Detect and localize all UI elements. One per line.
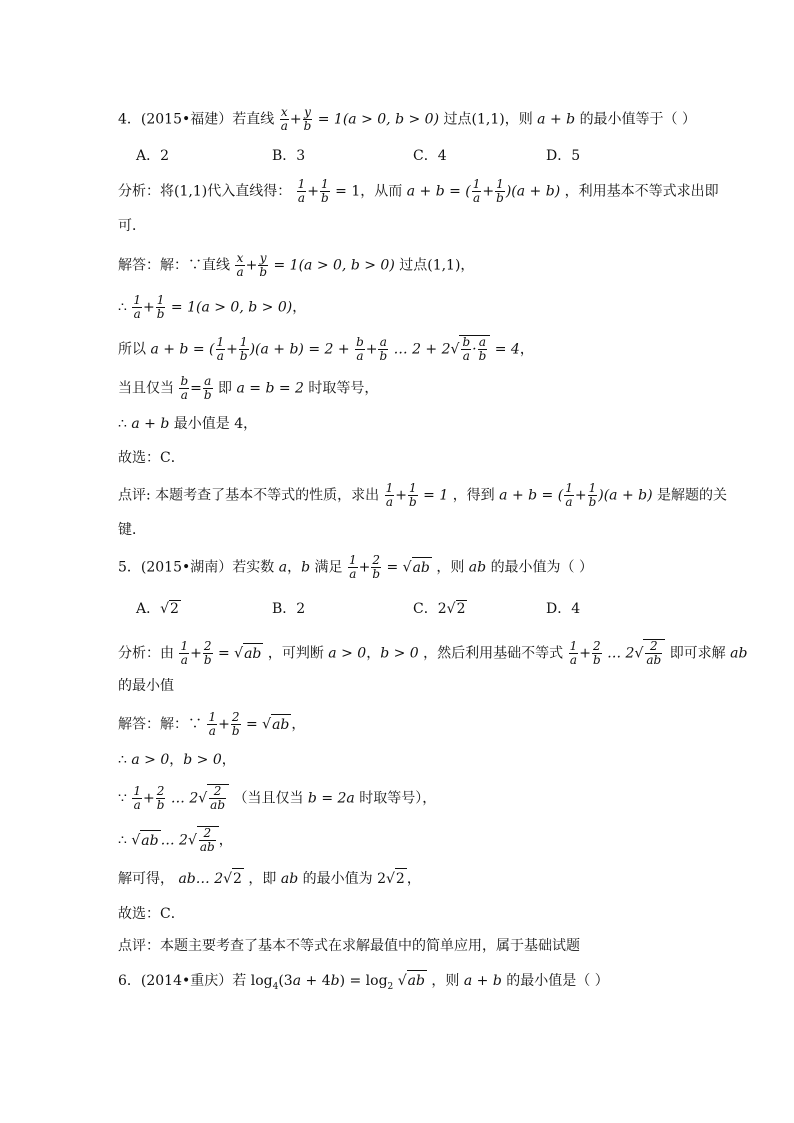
q5-sol5-text-2: ，即 xyxy=(248,871,277,887)
q5-sol3-text-2: 时取等号）， xyxy=(359,790,437,807)
q4-option-b[interactable]: B．3 xyxy=(272,148,306,164)
q5-sol5-text: 解可得， xyxy=(118,871,174,887)
q6-stem: 6．(2014•重庆）若 $\log_4(3a + 4b) = \log_2 √ab$ ，则 a + b 的最小值是（ ） xyxy=(118,970,609,997)
q4-stem: 4．(2015•福建）若直线 $\frac{x}{a}$ + $\frac{y}{b}$ = 1(a > 0, b > 0) 过点(1,1)，则 a + b 的最小值等于（ ） xyxy=(118,105,697,133)
q4-solution-3: 所以 a + b = ( $\frac{1}{a}$ + $\frac{1}{b}$ )(a + b) = 2 + $\frac{b}{a}$ + $\frac{a}{b}$ … 2 + 2√ $\frac{b}{a}$ · $\frac{a}{b}$ = 4， xyxy=(118,335,534,363)
q4-comment-text: 点评: 本题考查了基本不等式的性质，求出 xyxy=(118,487,380,504)
q4-analysis: 分析：将(1,1)代入直线得： $\frac{1}{a}$ + $\frac{1}{b}$ = 1，从而 a + b = ( $\frac{1}{a}$ + $\frac{1}{b}$ )(a + b) ，利用基本不等式求出即 xyxy=(118,177,719,205)
q4-sol3-text: 所以 xyxy=(118,341,146,358)
q4-stem-text-3: 的最小值等于（ ） xyxy=(579,111,697,128)
q4-analysis-cont: 可． xyxy=(118,218,146,234)
q4-analysis-text-3: ，利用基本不等式求出即 xyxy=(564,183,719,200)
q4-comment-text-3: 是解题的关 xyxy=(657,487,728,504)
q5-solution-5: 解可得， ab… 2√2 ，即 ab 的最小值为 2√2 ， xyxy=(118,868,421,889)
q5-analysis-text: 分析：由 xyxy=(118,645,174,662)
q4-stem-text: 4．(2015•福建）若直线 xyxy=(118,111,275,128)
therefore-symbol-4: ∴ xyxy=(118,832,127,849)
q4-choice: 故选：C． xyxy=(118,450,185,466)
q4-option-c[interactable]: C．4 xyxy=(413,148,447,164)
because-symbol: ∵ xyxy=(118,790,127,807)
q4-stem-text-2: 过点(1,1)，则 xyxy=(443,111,533,128)
q5-sol1-text: 解答：解：∵ xyxy=(118,716,202,733)
q5-option-c-label: C． xyxy=(413,601,438,617)
frac-y-b: $\frac{y}{b}$ xyxy=(303,105,312,133)
q5-analysis-text-3: ，然后利用基础不等式 xyxy=(423,645,564,662)
q5-solution-3: ∵ $\frac{1}{a}$ + $\frac{2}{b}$ … 2√ $\frac{2}{ab}$ （当且仅当 b = 2a 时取等号）， xyxy=(118,784,437,812)
q4-sol4-text: 当且仅当 xyxy=(118,380,174,397)
therefore-symbol-3: ∴ xyxy=(118,752,127,768)
q4-sol4-text-3: 时取等号， xyxy=(308,380,379,397)
q5-stem: 5．(2015•湖南）若实数 a，b 满足 $\frac{1}{a}$ + $\frac{2}{b}$ = √ab ，则 ab 的最小值为（ ） xyxy=(118,553,594,581)
q5-option-a[interactable]: A．√2 xyxy=(136,601,179,617)
frac-x-a: $\frac{x}{a}$ xyxy=(280,105,288,133)
q4-sol1-text-2: 过点(1,1)， xyxy=(399,257,475,274)
q5-stem-text-3: ，则 xyxy=(436,559,465,576)
q4-option-d[interactable]: D．5 xyxy=(546,148,581,164)
frac-1-a: $\frac{1}{a}$ xyxy=(297,177,306,205)
q5-sol3-text: （当且仅当 xyxy=(233,790,304,807)
q5-solution-1: 解答：解：∵ $\frac{1}{a}$ + $\frac{2}{b}$ = √ab ， xyxy=(118,710,306,738)
q4-sol1-text: 解答：解：∵直线 xyxy=(118,257,230,274)
q6-stem-text-2: ，则 xyxy=(431,973,460,989)
q4-solution-2: ∴ $\frac{1}{a}$ + $\frac{1}{b}$ = 1(a > 0, b > 0)， xyxy=(118,293,307,321)
q4-solution-4: 当且仅当 $\frac{b}{a}$ = $\frac{a}{b}$ 即 a = b = 2 时取等号， xyxy=(118,374,379,402)
q4-comment: 点评: 本题考查了基本不等式的性质，求出 $\frac{1}{a}$ + $\frac{1}{b}$ = 1 ，得到 a + b = ( $\frac{1}{a}$ + $\frac{1}{b}$ )(a + b) 是解题的关 xyxy=(118,481,728,509)
q6-stem-text-3: 的最小值是（ ） xyxy=(506,973,609,989)
q4-option-a[interactable]: A．2 xyxy=(136,148,170,164)
q5-stem-text-2: 满足 xyxy=(314,559,343,576)
q5-option-a-label: A． xyxy=(136,601,161,617)
q4-sol5-text: 最小值是 4， xyxy=(173,416,258,432)
q5-choice: 故选：C． xyxy=(118,906,185,922)
q5-solution-2: ∴ a > 0，b > 0， xyxy=(118,752,236,768)
q6-stem-text: 6．(2014•重庆）若 xyxy=(118,973,247,989)
q5-analysis-text-2: ，可判断 xyxy=(267,645,324,662)
q4-analysis-text: 分析：将(1,1)代入直线得： xyxy=(118,183,292,200)
q5-option-b[interactable]: B．2 xyxy=(272,601,306,617)
q5-option-d[interactable]: D．4 xyxy=(546,601,581,617)
therefore-symbol: ∴ xyxy=(118,299,127,316)
q5-option-c[interactable]: C．2√2 xyxy=(413,601,466,617)
q5-analysis-text-4: 即可求解 xyxy=(669,645,726,662)
q4-solution-1: 解答：解：∵直线 $\frac{x}{a}$ + $\frac{y}{b}$ = 1(a > 0, b > 0) 过点(1,1)， xyxy=(118,251,475,279)
q5-stem-text: 5．(2015•湖南）若实数 xyxy=(118,559,275,576)
q4-comment-text-2: ，得到 xyxy=(452,487,495,504)
q4-sol4-text-2: 即 xyxy=(218,380,233,397)
q5-comment: 点评：本题主要考查了基本不等式在求解最值中的简单应用，属于基础试题 xyxy=(118,938,580,954)
q4-solution-5: ∴ a + b 最小值是 4， xyxy=(118,416,258,432)
frac-1-b: $\frac{1}{b}$ xyxy=(321,177,329,205)
therefore-symbol-2: ∴ xyxy=(118,416,127,432)
q5-analysis: 分析：由 $\frac{1}{a}$ + $\frac{2}{b}$ = √ab ，可判断 a > 0，b > 0 ，然后利用基础不等式 $\frac{1}{a}$ + $\frac{2}{b}$ … 2√ $\frac{2}{ab}$ 即可求解 ab xyxy=(118,639,748,667)
q5-solution-4: ∴ √ab … 2√ $\frac{2}{ab}$ ， xyxy=(118,826,233,854)
q5-analysis-cont: 的最小值 xyxy=(118,678,174,694)
q4-comment-cont: 键． xyxy=(118,522,146,538)
q5-stem-text-4: 的最小值为（ ） xyxy=(490,559,594,576)
q4-analysis-text-2: = 1，从而 xyxy=(335,183,403,200)
q5-sol5-text-3: 的最小值为 xyxy=(302,871,373,887)
